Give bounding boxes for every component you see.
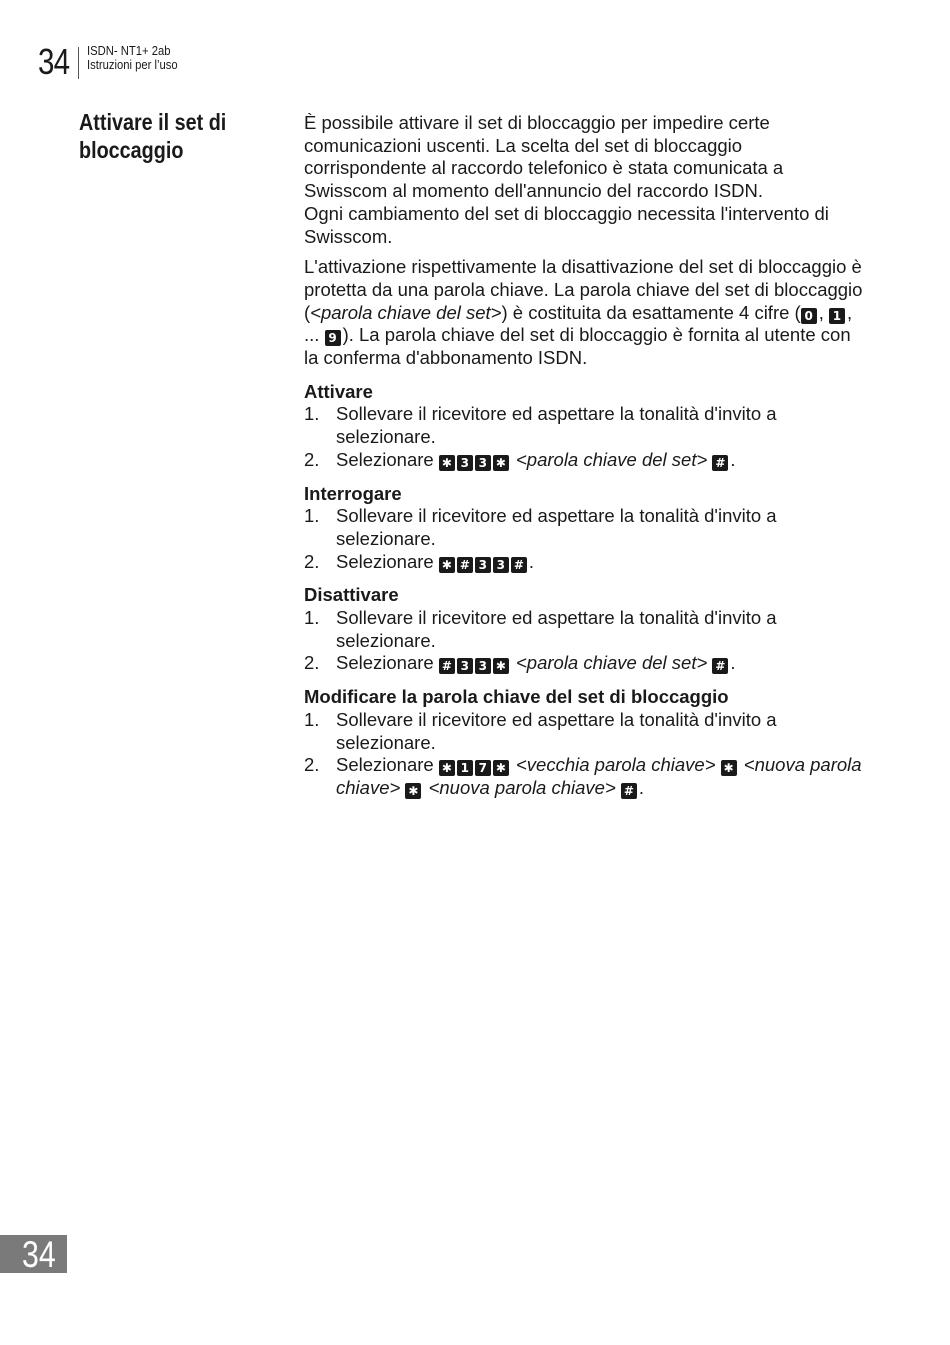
steps-query xyxy=(304,505,864,573)
list-item: 1. Sollevare il ricevitore ed aspettare la tonalità d'invito a selezionare. xyxy=(304,505,777,549)
list-item: 2. Selezionare ✱ 3 3 ✱ <parola chiave del set> # . xyxy=(304,448,736,470)
key-3-icon: 3 xyxy=(457,658,473,674)
steps-change-key xyxy=(304,709,864,800)
key-star-icon: ✱ xyxy=(493,658,509,674)
key-9-icon: 9 xyxy=(325,330,341,346)
list-item: 1. Sollevare il ricevitore ed aspettare la tonalità d'invito a selezionare. xyxy=(304,708,777,753)
steps-activate xyxy=(304,403,864,471)
list-item: 1. Sollevare il ricevitore ed aspettare la tonalità d'invito a selezionare. xyxy=(304,403,777,448)
key-3-icon: 3 xyxy=(493,557,509,573)
key-3-icon: 3 xyxy=(475,455,491,471)
key-hash-icon: # xyxy=(511,557,527,573)
header-product: ISDN- NT1+ 2ab xyxy=(87,44,171,58)
key-7-icon: 7 xyxy=(475,760,491,776)
key-1-icon: 1 xyxy=(457,760,473,776)
key-hash-icon: # xyxy=(621,783,637,799)
key-star-icon: ✱ xyxy=(493,760,509,776)
key-1-icon: 1 xyxy=(829,308,845,324)
key-hash-icon: # xyxy=(439,658,455,674)
footer-page-number: 34 xyxy=(22,1234,56,1275)
intro-paragraph-2: Ogni cambiamento del set di bloccaggio necessita l'intervento di Swisscom. xyxy=(304,202,829,247)
header-text xyxy=(87,44,178,72)
key-hash-icon: # xyxy=(712,658,728,674)
header-subtitle: Istruzioni per l’uso xyxy=(87,58,178,72)
list-item: 2. Selezionare # 3 3 ✱ <parola chiave del set> # . xyxy=(304,652,736,674)
key-star-icon: ✱ xyxy=(439,455,455,471)
key-star-icon: ✱ xyxy=(439,760,455,776)
subheading-query: Interrogare xyxy=(304,482,402,504)
header-page-number: 34 xyxy=(38,41,70,82)
page-header xyxy=(38,41,188,82)
subheading-deactivate: Disattivare xyxy=(304,584,399,606)
intro-paragraph-3: L'attivazione rispettivamente la disattivazione del set di bloccaggio è protetta da una parola chiave. La parola chiave del set di bloccaggio (<parola chiave del set>) è costituita da esattamente 4 cifre ( 0 , 1 , ... 9 ). La parola chiave del set di bloccaggio è fornita al utente con la conferma d'abbonamento ISDN. xyxy=(304,256,863,369)
key-star-icon: ✱ xyxy=(721,760,737,776)
key-3-icon: 3 xyxy=(475,658,491,674)
section-title: Attivare il set di bloccaggio xyxy=(79,109,227,163)
key-0-icon: 0 xyxy=(801,308,817,324)
key-star-icon: ✱ xyxy=(493,455,509,471)
key-hash-icon: # xyxy=(457,557,473,573)
key-3-icon: 3 xyxy=(457,455,473,471)
key-3-icon: 3 xyxy=(475,557,491,573)
subheading-activate: Attivare xyxy=(304,380,373,402)
footer-page-number-box xyxy=(0,1235,67,1273)
header-divider xyxy=(78,47,79,79)
list-item: 1. Sollevare il ricevitore ed aspettare la tonalità d'invito a selezionare. xyxy=(304,607,777,651)
key-star-icon: ✱ xyxy=(439,557,455,573)
key-star-icon: ✱ xyxy=(405,783,421,799)
main-content xyxy=(304,112,864,800)
subheading-change-key: Modificare la parola chiave del set di bloccaggio xyxy=(304,686,729,708)
intro-paragraph-1: È possibile attivare il set di bloccaggio per impedire certe comunicazioni uscenti. La scelta del set di bloccaggio corrispondente al raccordo telefonico è stata comunicata a Swisscom al momento dell'annuncio del raccordo ISDN. xyxy=(304,112,784,202)
list-item: 2. Selezionare ✱ # 3 3 # . xyxy=(304,550,534,572)
key-hash-icon: # xyxy=(712,455,728,471)
list-item: 2. Selezionare ✱ 1 7 ✱ <vecchia parola chiave> ✱ <nuova parola chiave> ✱ <nuova parola chiave> # . xyxy=(304,754,862,798)
steps-deactivate xyxy=(304,607,864,675)
